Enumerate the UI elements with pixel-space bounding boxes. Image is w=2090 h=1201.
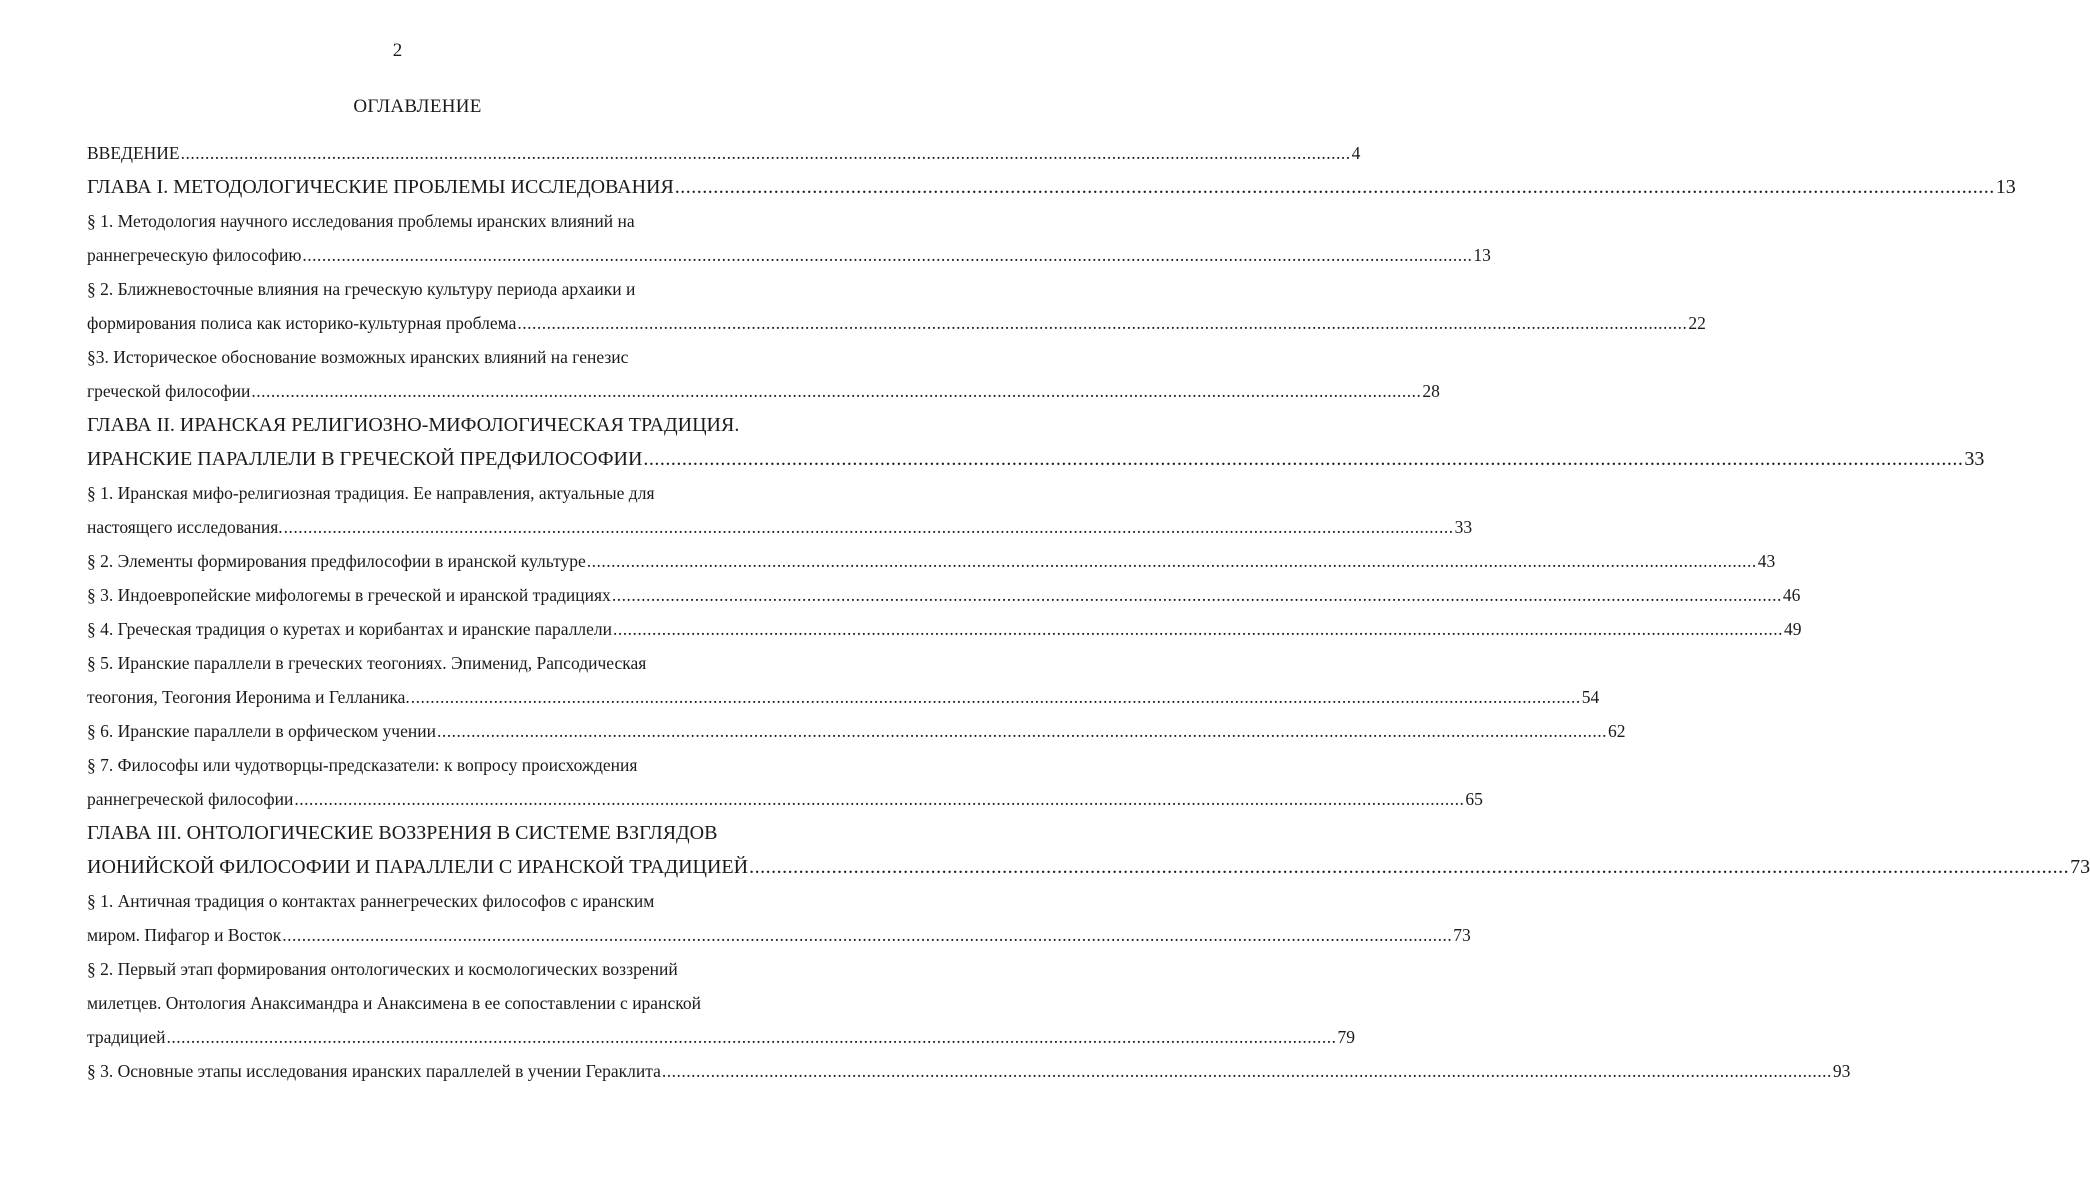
toc-entry-text: § 2. Первый этап формирования онтологических и космологических воззрений xyxy=(87,959,678,979)
toc-line xyxy=(87,714,1626,748)
dot-leader xyxy=(282,918,1452,952)
toc-entry-text: милетцев. Онтология Анаксимандра и Анаксимена в ее сопоставлении с иранской xyxy=(87,993,701,1013)
toc-entry-text: § 1. Методология научного исследования проблемы иранских влияний на xyxy=(87,211,635,231)
toc-line xyxy=(87,782,1483,816)
toc-line xyxy=(87,170,2016,204)
toc-line xyxy=(87,850,2090,884)
toc-entry-text: греческой философии xyxy=(87,381,251,401)
toc-line xyxy=(87,578,1801,612)
toc-entry-text: ГЛАВА I. МЕТОДОЛОГИЧЕСКИЕ ПРОБЛЕМЫ ИССЛЕДОВАНИЯ xyxy=(87,176,674,198)
toc-section-entry[interactable] xyxy=(87,952,1356,1054)
toc-entry-text: формирования полиса как историко-культурная проблема xyxy=(87,313,517,333)
toc-page-number: 46 xyxy=(1782,585,1801,605)
toc-page-number: 93 xyxy=(1832,1061,1851,1081)
toc-line xyxy=(87,680,1600,714)
toc-line xyxy=(87,272,752,306)
toc-line xyxy=(87,612,1802,646)
toc-chapter-entry[interactable] xyxy=(87,408,1985,476)
toc-entry-text: ИОНИЙСКОЙ ФИЛОСОФИИ И ПАРАЛЛЕЛИ С ИРАНСКОЙ ТРАДИЦИЕЙ xyxy=(87,856,749,878)
toc-entry-text: § 6. Иранские параллели в орфическом учении xyxy=(87,721,436,741)
toc-line xyxy=(87,306,1706,340)
toc-line xyxy=(87,918,1471,952)
toc-line xyxy=(87,646,752,680)
dot-leader xyxy=(643,442,1963,476)
toc-section-entry[interactable] xyxy=(87,136,1361,170)
toc-entry-text: § 3. Индоевропейские мифологемы в греческой и иранской традициях xyxy=(87,585,611,605)
toc-line xyxy=(87,952,752,986)
toc-line xyxy=(87,136,1361,170)
toc-page-number: 33 xyxy=(1454,517,1473,537)
page-number: 2 xyxy=(392,40,403,61)
toc-line xyxy=(87,1020,1356,1054)
dot-leader xyxy=(662,1054,1832,1088)
toc-page-number: 73 xyxy=(1453,925,1471,945)
dot-leader xyxy=(181,136,1351,170)
toc-page-number: 22 xyxy=(1688,313,1706,333)
dot-leader xyxy=(613,612,1783,646)
dot-leader xyxy=(517,306,1687,340)
toc-entry-text: настоящего исследования. xyxy=(87,517,283,537)
toc-line xyxy=(87,408,752,442)
toc-entry-text: § 5. Иранские параллели в греческих теогониях. Эпименид, Рапсодическая xyxy=(87,653,647,673)
toc-line xyxy=(87,986,752,1020)
toc-page-number: 33 xyxy=(1964,448,1985,470)
toc-line xyxy=(87,816,752,850)
toc-line xyxy=(87,544,1776,578)
dot-leader xyxy=(284,510,1454,544)
toc-page-number: 73 xyxy=(2070,856,2090,878)
toc-entry-text: ИРАНСКИЕ ПАРАЛЛЕЛИ В ГРЕЧЕСКОЙ ПРЕДФИЛОСОФИИ xyxy=(87,448,643,470)
toc-entry-text: миром. Пифагор и Восток xyxy=(87,925,282,945)
dot-leader xyxy=(294,782,1464,816)
toc-entry-text: § 4. Греческая традиция о куретах и корибантах и иранские параллели xyxy=(87,619,613,639)
toc-entry-text: ВВЕДЕНИЕ xyxy=(87,143,180,163)
toc-page-number: 13 xyxy=(1995,176,2016,198)
toc-page-number: 43 xyxy=(1757,551,1776,571)
dot-leader xyxy=(675,170,1995,204)
toc-line xyxy=(87,884,752,918)
toc-entry-text: традицией xyxy=(87,1027,166,1047)
dot-leader xyxy=(437,714,1607,748)
toc-title: ОГЛАВЛЕНИЕ xyxy=(353,96,482,117)
toc-section-entry[interactable] xyxy=(87,646,1600,714)
toc-entry-text: §3. Историческое обоснование возможных иранских влияний на генезис xyxy=(87,347,629,367)
toc-line xyxy=(87,204,752,238)
dot-leader xyxy=(167,1020,1337,1054)
toc-page-number: 79 xyxy=(1337,1027,1356,1047)
toc-line xyxy=(87,748,752,782)
toc-page-number: 49 xyxy=(1784,619,1802,639)
toc-page-number: 4 xyxy=(1351,143,1361,163)
toc-entry-text: раннегреческую философию xyxy=(87,245,302,265)
toc-chapter-entry[interactable] xyxy=(87,816,2090,884)
dot-leader xyxy=(612,578,1782,612)
dot-leader xyxy=(302,238,1472,272)
toc-line xyxy=(87,374,1440,408)
toc-entry-text: § 3. Основные этапы исследования иранских параллелей в учении Гераклита xyxy=(87,1061,661,1081)
toc-entry-text: § 7. Философы или чудотворцы-предсказатели: к вопросу происхождения xyxy=(87,755,638,775)
toc-page-number: 54 xyxy=(1581,687,1600,707)
toc-line xyxy=(87,238,1491,272)
dot-leader xyxy=(749,850,2069,884)
toc-entry-text: § 1. Античная традиция о контактах раннегреческих философов с иранским xyxy=(87,891,655,911)
toc-section-entry[interactable] xyxy=(87,748,1483,816)
toc-section-entry[interactable] xyxy=(87,340,1440,408)
toc-entry-text: раннегреческой философии xyxy=(87,789,294,809)
toc-line xyxy=(87,510,1473,544)
toc-section-entry[interactable] xyxy=(87,714,1626,748)
table-of-contents xyxy=(87,136,2090,1088)
toc-chapter-entry[interactable] xyxy=(87,170,2016,204)
toc-page-number: 28 xyxy=(1422,381,1440,401)
toc-section-entry[interactable] xyxy=(87,272,1706,340)
toc-entry-text: теогония, Теогония Иеронима и Гелланика. xyxy=(87,687,410,707)
toc-section-entry[interactable] xyxy=(87,1054,1851,1088)
toc-section-entry[interactable] xyxy=(87,544,1776,578)
dot-leader xyxy=(251,374,1421,408)
dot-leader xyxy=(411,680,1581,714)
toc-entry-text: ГЛАВА III. ОНТОЛОГИЧЕСКИЕ ВОЗЗРЕНИЯ В СИСТЕМЕ ВЗГЛЯДОВ xyxy=(87,822,718,844)
dot-leader xyxy=(587,544,1757,578)
toc-page-number: 65 xyxy=(1465,789,1483,809)
toc-page-number: 13 xyxy=(1473,245,1491,265)
toc-section-entry[interactable] xyxy=(87,204,1491,272)
toc-entry-text: ГЛАВА II. ИРАНСКАЯ РЕЛИГИОЗНО-МИФОЛОГИЧЕСКАЯ ТРАДИЦИЯ. xyxy=(87,414,740,436)
toc-line xyxy=(87,340,752,374)
toc-line xyxy=(87,1054,1851,1088)
toc-section-entry[interactable] xyxy=(87,476,1473,544)
toc-section-entry[interactable] xyxy=(87,884,1471,952)
toc-entry-text: § 1. Иранская мифо-религиозная традиция. Ее направления, актуальные для xyxy=(87,483,655,503)
toc-section-entry[interactable] xyxy=(87,612,1802,646)
toc-entry-text: § 2. Элементы формирования предфилософии в иранской культуре xyxy=(87,551,586,571)
toc-section-entry[interactable] xyxy=(87,578,1801,612)
toc-entry-text: § 2. Ближневосточные влияния на греческую культуру периода архаики и xyxy=(87,279,636,299)
toc-line xyxy=(87,442,1985,476)
toc-line xyxy=(87,476,752,510)
toc-page-number: 62 xyxy=(1607,721,1626,741)
